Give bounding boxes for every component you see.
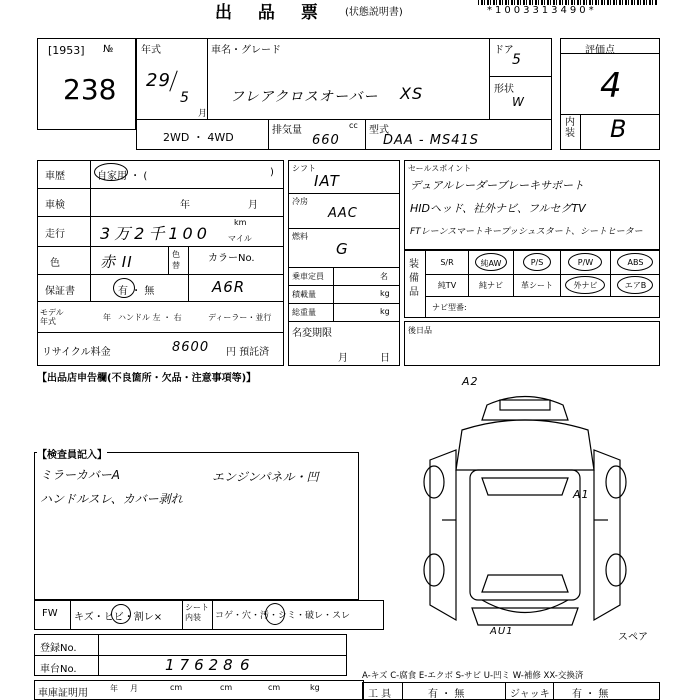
- load-unit: kg: [380, 289, 390, 298]
- capacity-unit: 名: [380, 272, 388, 281]
- fuel-value: G: [336, 240, 349, 258]
- mark-a2: A2: [462, 375, 479, 388]
- lot-no-label: №: [103, 44, 114, 55]
- grade-value: XS: [400, 84, 424, 103]
- model-value: DAA - MS41S: [383, 133, 480, 148]
- history-close: ): [270, 167, 274, 178]
- tools-label: 工 具: [368, 689, 392, 700]
- form-subtitle: (状態説明書): [345, 7, 403, 18]
- equip-ps: P/S: [530, 258, 544, 267]
- history-label: 車歴: [45, 171, 65, 182]
- equip-sr: S/R: [440, 258, 454, 267]
- equip-abs: ABS: [627, 258, 644, 267]
- displacement-label: 排気量: [272, 125, 302, 136]
- name-value: フレアクロスオーバー: [230, 89, 379, 105]
- seller-notes-label: 【出品店申告欄(不良箇所・欠品・注意事項等)】: [37, 373, 257, 384]
- inspection-label: 車検: [45, 200, 65, 211]
- spare-label: スペア: [618, 632, 648, 643]
- sales-points-label: セールスポイント: [408, 164, 472, 173]
- car-damage-diagram: [412, 370, 638, 640]
- mark-a1: A1: [573, 488, 590, 501]
- cert-mark-kg: kg: [310, 683, 320, 692]
- color-label: 色: [50, 258, 60, 269]
- mileage-label: 走行: [45, 229, 65, 240]
- interior-label: 内装: [565, 117, 575, 139]
- capacity-label: 乗車定員: [292, 272, 324, 281]
- weight-unit: kg: [380, 307, 390, 316]
- warranty-circle: [113, 278, 135, 298]
- color-change-label: 色替: [172, 250, 180, 270]
- recycle-unit: 円 預託済: [226, 347, 270, 358]
- sales-line-1: デュアルレーダーブレーキサポート: [410, 179, 584, 192]
- inspector-note-1: ミラーカバーA: [40, 468, 120, 482]
- load-label: 積載量: [292, 290, 316, 299]
- model-label: 型式: [369, 125, 389, 136]
- history-options: 自家用 ・ (: [97, 171, 148, 182]
- reg-label: 登録No.: [40, 643, 77, 654]
- chassis-digit: 6: [240, 656, 251, 674]
- change-date-label: 名変期限: [292, 328, 332, 339]
- equipment-label: 装備品: [409, 259, 419, 298]
- displacement-value: 660: [312, 133, 340, 148]
- color-code-label: カラーNo.: [208, 253, 255, 264]
- lot-code: [1953]: [48, 44, 85, 57]
- fw-items: キズ・ヒビ・割レ×: [74, 612, 163, 623]
- change-month: 月: [338, 353, 348, 364]
- seat-items: コゲ・穴・汚・シミ・破レ・スレ: [215, 611, 351, 621]
- history-circle: [94, 163, 128, 181]
- door-label: ドア: [494, 45, 514, 56]
- inspector-note-3: エンジンパネル・凹: [212, 470, 319, 484]
- inspection-year-unit: 年: [180, 200, 190, 211]
- equip-pw: P/W: [577, 258, 594, 267]
- navi-model-label: ナビ型番:: [432, 303, 467, 312]
- mark-au1: AU1: [490, 626, 514, 637]
- recycle-value: 8600: [172, 340, 210, 355]
- dealer-label: ディーラー・並行: [208, 313, 272, 322]
- inspector-note-2: ハンドルスレ、カバー剥れ: [40, 492, 183, 506]
- year-label: 年式: [141, 45, 161, 56]
- color-code-value: A6R: [212, 278, 246, 296]
- score-label: 評価点: [585, 45, 615, 56]
- cooler-value: AAC: [328, 206, 358, 221]
- shift-label: シフト: [292, 164, 316, 173]
- shift-value: IAT: [314, 172, 340, 190]
- equip-airbag: エアB: [624, 281, 647, 290]
- model-year-suffix: 年: [103, 313, 111, 322]
- form-title: 出 品 票: [215, 3, 328, 23]
- name-label: 車名・グレード: [211, 45, 281, 56]
- jack-label: ジャッキ: [510, 689, 550, 700]
- chassis-value: 17628: [165, 656, 238, 674]
- lot-number: 238: [63, 73, 117, 106]
- warranty-label: 保証書: [45, 286, 75, 297]
- equip-tv: 純TV: [437, 281, 457, 290]
- jack-options: 有 ・ 無: [572, 689, 609, 700]
- cert-mark-cm1: cm: [170, 683, 183, 692]
- remarks-box: [404, 321, 660, 366]
- equip-alloy-wheel: 純AW: [480, 259, 502, 268]
- model-year-label: モデル年式: [40, 308, 64, 326]
- mileage-value: 3万2千100: [100, 224, 211, 243]
- doors-value: 5: [512, 52, 522, 68]
- mileage-unit-mile: マイル: [228, 234, 252, 243]
- shape-value: W: [512, 95, 525, 109]
- displacement-unit: cc: [349, 121, 358, 130]
- month-unit: 月: [198, 109, 208, 119]
- equip-leather: 革シート: [521, 281, 553, 290]
- chassis-label: 車台No.: [40, 664, 77, 675]
- interior-value: B: [610, 115, 628, 143]
- recycle-label: リサイクル料金: [42, 347, 111, 358]
- inspection-month-unit: 月: [248, 200, 258, 211]
- cert-mark-year: 年: [110, 684, 118, 693]
- inspector-label: 【検査員記入】: [37, 446, 107, 461]
- barcode-number: *1003313490*: [487, 5, 597, 16]
- equip-ext-navi: 外ナビ: [573, 281, 598, 290]
- tools-options: 有 ・ 無: [428, 689, 465, 700]
- mileage-unit-km: km: [234, 218, 247, 227]
- shape-label: 形状: [494, 84, 514, 95]
- sales-line-3: FTレーンスマートキープッシュスタート、シートヒーター: [410, 227, 643, 237]
- drive-label: 2WD ・ 4WD: [163, 131, 234, 144]
- change-day: 日: [380, 353, 390, 364]
- weight-label: 総重量: [292, 308, 316, 317]
- cert-mark-cm2: cm: [220, 683, 233, 692]
- color-value: 赤 II: [100, 253, 133, 271]
- cooler-label: 冷房: [292, 197, 308, 206]
- seat-label: シート内装: [185, 603, 209, 622]
- damage-legend: A-キズ C-腐食 E-エクボ S-サビ U-凹ミ W-補修 XX-交換済: [362, 671, 584, 681]
- fw-label: FW: [42, 608, 58, 619]
- fuel-label: 燃料: [292, 232, 308, 241]
- cert-label: 車庫証明用: [38, 688, 88, 699]
- cert-mark-cm3: cm: [268, 683, 281, 692]
- remarks-label: 後日品: [408, 326, 432, 335]
- year-value: 29: [146, 70, 171, 91]
- cert-mark-month: 月: [130, 684, 138, 693]
- warranty-options: 有 ・ 無: [118, 286, 155, 297]
- equip-navi: 純ナビ: [479, 281, 503, 290]
- score-value: 4: [600, 66, 623, 106]
- handle-label: ハンドル 左 ・ 右: [118, 313, 182, 322]
- month-value: 5: [180, 90, 190, 106]
- sales-line-2: HIDヘッド、社外ナビ、フルセグTV: [410, 202, 586, 215]
